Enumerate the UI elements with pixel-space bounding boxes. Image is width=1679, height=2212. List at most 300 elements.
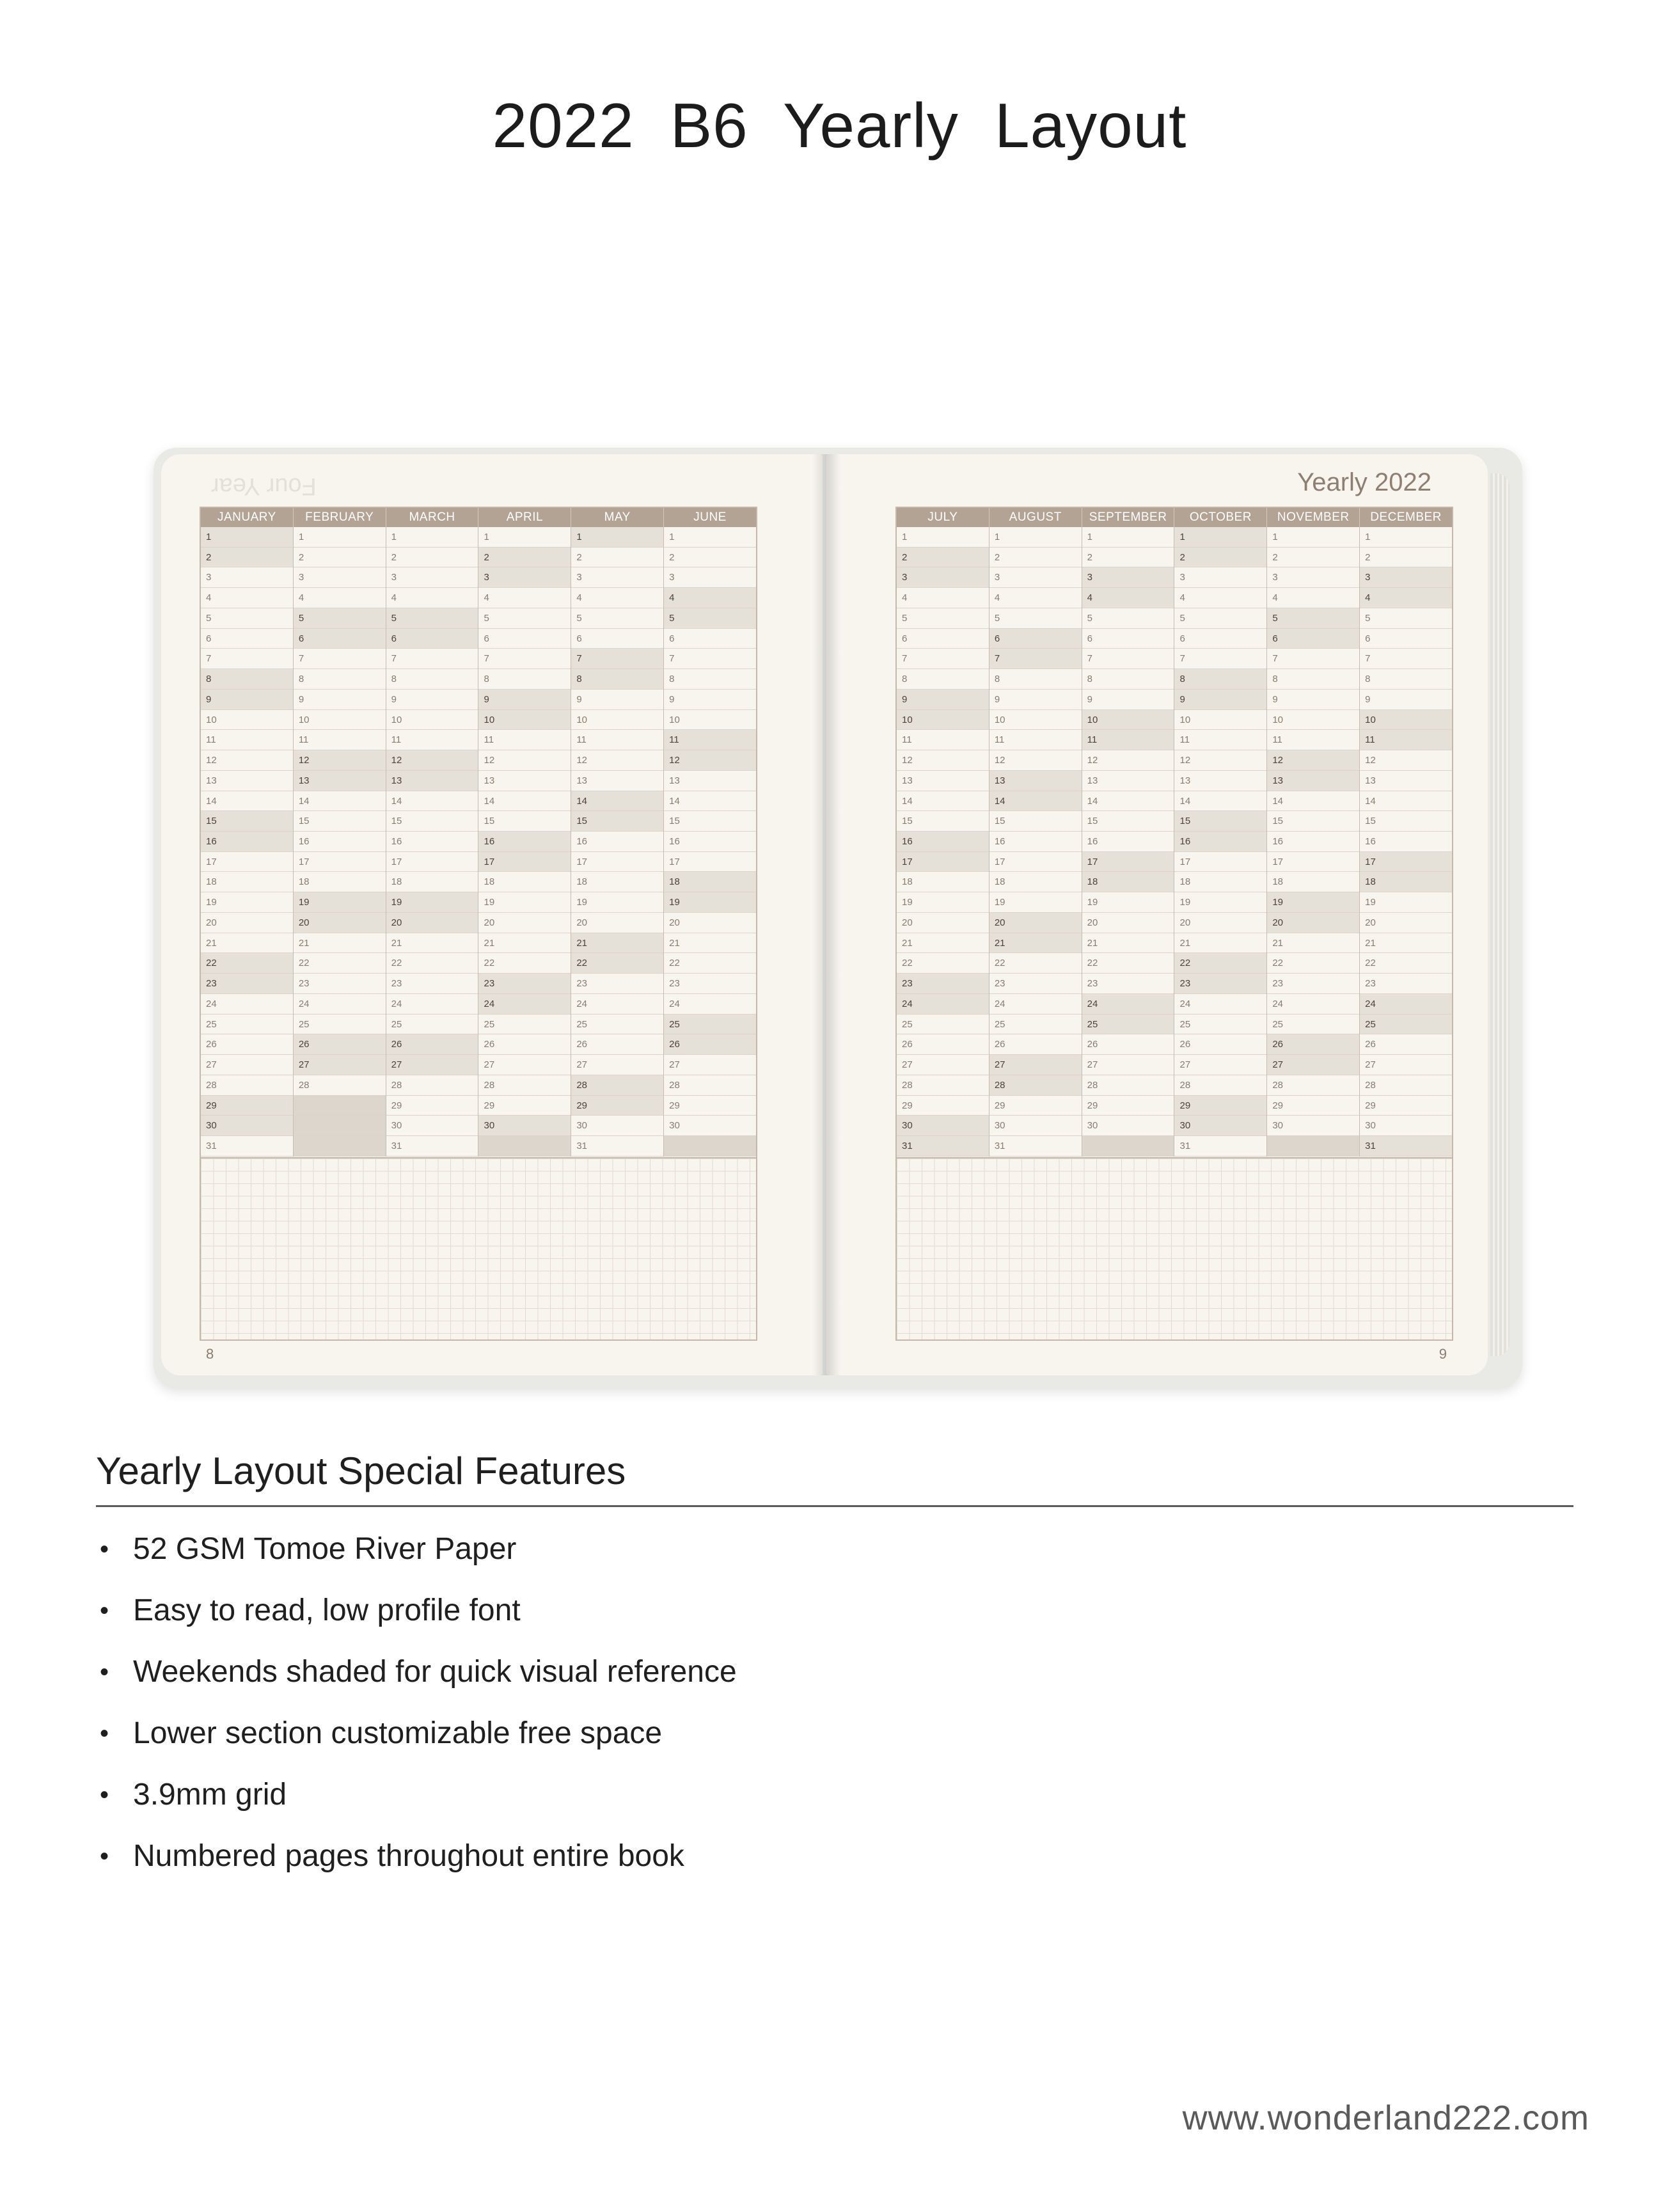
features-list [96,1519,1567,1887]
day-cell: 22 [664,953,756,974]
day-cell: 8 [664,669,756,690]
day-cell: 3 [1360,567,1452,588]
day-cell: 3 [571,567,663,588]
day-cell: 5 [1360,608,1452,629]
month-column-february [294,527,386,1157]
day-cell: 11 [1267,730,1359,750]
month-header-february: FEBRUARY [294,508,386,527]
day-cell: 6 [989,629,1082,649]
day-cell: 10 [1267,710,1359,731]
day-cell: 18 [1082,872,1174,892]
day-cell: 16 [1360,832,1452,852]
day-cell: 17 [989,852,1082,873]
day-cell: 18 [386,872,478,892]
day-cell: 22 [1082,953,1174,974]
day-cell: 15 [1267,811,1359,832]
day-cell: 12 [478,750,571,771]
day-cell: 27 [386,1055,478,1075]
day-cell: 20 [294,913,386,933]
day-cell: 24 [1360,994,1452,1015]
day-cell: 31 [386,1136,478,1157]
day-cell: 1 [1174,527,1266,548]
day-cell: 9 [989,690,1082,710]
day-cell: 20 [386,913,478,933]
spread-title: Yearly 2022 [1297,468,1431,496]
bullet-icon: • [100,1658,109,1686]
day-cell: 14 [989,791,1082,812]
day-cell: 16 [1174,832,1266,852]
right-days-grid [897,527,1452,1157]
day-cell: 25 [571,1015,663,1035]
day-cell: 2 [1360,548,1452,568]
day-cell: 27 [478,1055,571,1075]
day-cell: 2 [664,548,756,568]
day-cell: 12 [294,750,386,771]
right-yearly-table [895,507,1453,1341]
day-cell: 2 [571,548,663,568]
day-cell: 22 [1174,953,1266,974]
day-cell: 11 [478,730,571,750]
feature-item [96,1703,1567,1764]
day-cell: 19 [1174,892,1266,913]
day-cell: 6 [478,629,571,649]
day-cell: 11 [294,730,386,750]
day-cell: 14 [1360,791,1452,812]
day-cell: 17 [571,852,663,873]
day-cell: 25 [1082,1015,1174,1035]
day-cell: 5 [1174,608,1266,629]
day-cell: 1 [1267,527,1359,548]
day-cell: 9 [386,690,478,710]
day-cell: 20 [1360,913,1452,933]
day-cell: 14 [386,791,478,812]
feature-text: 52 GSM Tomoe River Paper [133,1532,517,1566]
day-cell: 26 [1082,1034,1174,1055]
day-cell: 7 [386,649,478,669]
day-cell: 15 [478,811,571,832]
day-cell [478,1136,571,1157]
day-cell: 21 [1174,933,1266,954]
day-cell: 20 [1082,913,1174,933]
day-cell: 9 [478,690,571,710]
day-cell: 19 [294,892,386,913]
day-cell [664,1136,756,1157]
day-cell: 1 [1360,527,1452,548]
day-cell: 10 [1360,710,1452,731]
day-cell: 12 [1082,750,1174,771]
day-cell: 8 [989,669,1082,690]
bullet-icon: • [100,1535,109,1563]
day-cell: 22 [201,953,293,974]
day-cell: 13 [1267,771,1359,791]
day-cell: 31 [1174,1136,1266,1157]
day-cell: 22 [989,953,1082,974]
day-cell: 14 [1267,791,1359,812]
day-cell: 16 [664,832,756,852]
day-cell: 8 [386,669,478,690]
day-cell: 24 [1267,994,1359,1015]
day-cell: 23 [989,974,1082,994]
day-cell: 21 [386,933,478,954]
day-cell: 16 [1267,832,1359,852]
day-cell: 1 [478,527,571,548]
day-cell: 23 [1360,974,1452,994]
day-cell: 15 [897,811,989,832]
day-cell: 20 [1267,913,1359,933]
day-cell [294,1136,386,1157]
day-cell: 17 [294,852,386,873]
day-cell: 22 [386,953,478,974]
day-cell: 3 [1267,567,1359,588]
day-cell: 27 [294,1055,386,1075]
day-cell: 4 [571,588,663,608]
day-cell: 18 [989,872,1082,892]
day-cell: 29 [664,1096,756,1116]
day-cell: 24 [571,994,663,1015]
day-cell: 31 [989,1136,1082,1157]
day-cell: 5 [571,608,663,629]
month-column-july [897,527,989,1157]
day-cell: 4 [1082,588,1174,608]
website-url: www.wonderland222.com [1182,2099,1589,2137]
day-cell: 15 [989,811,1082,832]
day-cell: 30 [1082,1116,1174,1136]
day-cell: 4 [386,588,478,608]
bullet-icon: • [100,1719,109,1748]
month-column-october [1174,527,1267,1157]
day-cell: 3 [897,567,989,588]
day-cell: 7 [478,649,571,669]
month-header-november: NOVEMBER [1267,508,1360,527]
day-cell: 25 [897,1015,989,1035]
day-cell: 18 [1360,872,1452,892]
day-cell: 10 [201,710,293,731]
day-cell: 29 [478,1096,571,1116]
month-header-june: JUNE [693,510,727,524]
day-cell: 28 [571,1075,663,1096]
feature-text: Easy to read, low profile font [133,1593,521,1627]
day-cell: 24 [897,994,989,1015]
day-cell: 2 [1082,548,1174,568]
day-cell: 20 [664,913,756,933]
day-cell: 19 [478,892,571,913]
day-cell: 22 [897,953,989,974]
bullet-icon: • [100,1597,109,1625]
day-cell: 13 [1360,771,1452,791]
day-cell: 8 [201,669,293,690]
day-cell: 12 [571,750,663,771]
day-cell: 18 [478,872,571,892]
day-cell: 2 [897,548,989,568]
day-cell: 18 [571,872,663,892]
day-cell: 26 [1267,1034,1359,1055]
day-cell: 14 [478,791,571,812]
day-cell: 4 [1267,588,1359,608]
day-cell: 7 [1174,649,1266,669]
day-cell: 22 [478,953,571,974]
day-cell: 10 [294,710,386,731]
month-header-september: SEPTEMBER [1082,508,1175,527]
day-cell: 3 [1082,567,1174,588]
right-free-space-grid [897,1157,1452,1339]
day-cell: 2 [386,548,478,568]
day-cell: 19 [571,892,663,913]
day-cell: 5 [1267,608,1359,629]
day-cell: 27 [1174,1055,1266,1075]
day-cell: 8 [478,669,571,690]
day-cell: 29 [1174,1096,1266,1116]
month-header-january: JANUARY [201,508,294,527]
day-cell: 30 [897,1116,989,1136]
day-cell: 14 [571,791,663,812]
day-cell: 13 [201,771,293,791]
day-cell: 14 [201,791,293,812]
feature-text: Numbered pages throughout entire book [133,1839,684,1873]
day-cell: 18 [1174,872,1266,892]
day-cell: 27 [1267,1055,1359,1075]
day-cell: 7 [989,649,1082,669]
day-cell: 8 [1360,669,1452,690]
day-cell: 21 [897,933,989,954]
day-cell: 26 [1360,1034,1452,1055]
day-cell [294,1096,386,1116]
day-cell: 19 [1082,892,1174,913]
day-cell: 5 [897,608,989,629]
day-cell: 16 [1082,832,1174,852]
day-cell: 16 [294,832,386,852]
day-cell: 31 [201,1136,293,1157]
day-cell: 11 [664,730,756,750]
day-cell: 31 [571,1136,663,1157]
day-cell: 12 [1174,750,1266,771]
day-cell: 6 [897,629,989,649]
day-cell: 3 [1174,567,1266,588]
day-cell [1082,1136,1174,1157]
day-cell: 22 [1267,953,1359,974]
day-cell: 15 [1174,811,1266,832]
day-cell: 30 [664,1116,756,1136]
day-cell: 22 [294,953,386,974]
day-cell: 20 [897,913,989,933]
day-cell: 30 [386,1116,478,1136]
day-cell: 28 [1174,1075,1266,1096]
day-cell: 23 [478,974,571,994]
day-cell: 10 [1082,710,1174,731]
day-cell: 28 [664,1075,756,1096]
day-cell: 30 [1174,1116,1266,1136]
day-cell: 23 [1174,974,1266,994]
day-cell: 30 [478,1116,571,1136]
day-cell: 23 [1267,974,1359,994]
day-cell: 1 [664,527,756,548]
month-column-june [664,527,756,1157]
day-cell: 27 [1360,1055,1452,1075]
day-cell: 31 [897,1136,989,1157]
day-cell: 11 [1174,730,1266,750]
day-cell: 29 [386,1096,478,1116]
day-cell: 15 [386,811,478,832]
day-cell: 2 [294,548,386,568]
day-cell: 15 [664,811,756,832]
day-cell: 5 [201,608,293,629]
day-cell: 8 [1267,669,1359,690]
day-cell: 6 [294,629,386,649]
day-cell: 25 [989,1015,1082,1035]
day-cell: 15 [1082,811,1174,832]
day-cell: 10 [897,710,989,731]
left-month-header [201,508,756,527]
day-cell: 8 [571,669,663,690]
day-cell: 17 [386,852,478,873]
day-cell: 2 [989,548,1082,568]
day-cell: 17 [1082,852,1174,873]
day-cell: 18 [897,872,989,892]
day-cell: 28 [386,1075,478,1096]
day-cell: 5 [478,608,571,629]
day-cell: 24 [478,994,571,1015]
day-cell: 19 [201,892,293,913]
day-cell: 12 [897,750,989,771]
feature-text: Lower section customizable free space [133,1716,663,1750]
ghost-text: Four Year [211,473,317,500]
day-cell: 7 [1360,649,1452,669]
day-cell: 13 [294,771,386,791]
month-column-september [1082,527,1175,1157]
day-cell: 16 [989,832,1082,852]
day-cell: 15 [1360,811,1452,832]
day-cell: 6 [1360,629,1452,649]
day-cell: 3 [294,567,386,588]
day-cell: 30 [989,1116,1082,1136]
day-cell: 23 [386,974,478,994]
day-cell: 11 [989,730,1082,750]
day-cell: 26 [386,1034,478,1055]
day-cell: 28 [1267,1075,1359,1096]
day-cell: 7 [664,649,756,669]
day-cell: 28 [897,1075,989,1096]
right-month-header [897,508,1452,527]
day-cell: 10 [386,710,478,731]
day-cell: 13 [1082,771,1174,791]
day-cell: 2 [201,548,293,568]
day-cell: 29 [897,1096,989,1116]
day-cell: 15 [201,811,293,832]
day-cell: 23 [664,974,756,994]
month-column-may [571,527,664,1157]
day-cell: 15 [571,811,663,832]
day-cell: 17 [664,852,756,873]
month-column-april [478,527,571,1157]
day-cell: 27 [897,1055,989,1075]
feature-text: 3.9mm grid [133,1778,287,1812]
day-cell: 19 [664,892,756,913]
day-cell: 6 [201,629,293,649]
month-header-may: MAY [571,508,664,527]
day-cell: 5 [386,608,478,629]
day-cell: 17 [201,852,293,873]
day-cell: 25 [478,1015,571,1035]
day-cell: 10 [571,710,663,731]
day-cell: 8 [897,669,989,690]
day-cell: 29 [1360,1096,1452,1116]
day-cell: 18 [664,872,756,892]
day-cell: 27 [989,1055,1082,1075]
day-cell: 23 [1082,974,1174,994]
day-cell: 9 [1174,690,1266,710]
day-cell: 14 [897,791,989,812]
month-header-december: DECEMBER [1370,510,1442,524]
day-cell: 15 [294,811,386,832]
day-cell: 26 [664,1034,756,1055]
month-header-august: AUGUST [989,508,1082,527]
day-cell: 9 [1360,690,1452,710]
day-cell: 9 [897,690,989,710]
day-cell: 26 [989,1034,1082,1055]
day-cell: 4 [989,588,1082,608]
day-cell: 13 [478,771,571,791]
day-cell: 25 [1360,1015,1452,1035]
day-cell: 10 [989,710,1082,731]
day-cell: 29 [989,1096,1082,1116]
day-cell: 6 [1267,629,1359,649]
day-cell: 11 [1082,730,1174,750]
day-cell: 9 [294,690,386,710]
left-page-number: 8 [206,1346,214,1362]
day-cell: 25 [1267,1015,1359,1035]
day-cell: 5 [989,608,1082,629]
day-cell: 29 [201,1096,293,1116]
day-cell: 31 [1360,1136,1452,1157]
day-cell [1267,1136,1359,1157]
day-cell: 14 [664,791,756,812]
day-cell: 14 [294,791,386,812]
day-cell: 17 [1360,852,1452,873]
day-cell: 18 [201,872,293,892]
month-header-april: APRIL [478,508,571,527]
day-cell: 16 [897,832,989,852]
day-cell: 23 [571,974,663,994]
day-cell: 3 [664,567,756,588]
day-cell: 1 [897,527,989,548]
day-cell: 3 [386,567,478,588]
left-page [161,454,823,1375]
day-cell: 28 [478,1075,571,1096]
day-cell: 24 [294,994,386,1015]
day-cell: 29 [1082,1096,1174,1116]
day-cell: 1 [571,527,663,548]
day-cell: 26 [571,1034,663,1055]
day-cell: 26 [1174,1034,1266,1055]
page-edges [1490,473,1510,1356]
day-cell: 22 [1360,953,1452,974]
day-cell: 6 [1174,629,1266,649]
day-cell: 3 [201,567,293,588]
day-cell: 11 [1360,730,1452,750]
day-cell: 17 [1267,852,1359,873]
month-header-march: MARCH [386,508,479,527]
day-cell: 10 [1174,710,1266,731]
day-cell: 6 [1082,629,1174,649]
day-cell: 28 [201,1075,293,1096]
day-cell: 21 [478,933,571,954]
day-cell: 20 [201,913,293,933]
day-cell: 21 [294,933,386,954]
day-cell: 13 [571,771,663,791]
day-cell: 20 [478,913,571,933]
month-column-january [201,527,294,1157]
day-cell: 24 [989,994,1082,1015]
day-cell: 21 [571,933,663,954]
